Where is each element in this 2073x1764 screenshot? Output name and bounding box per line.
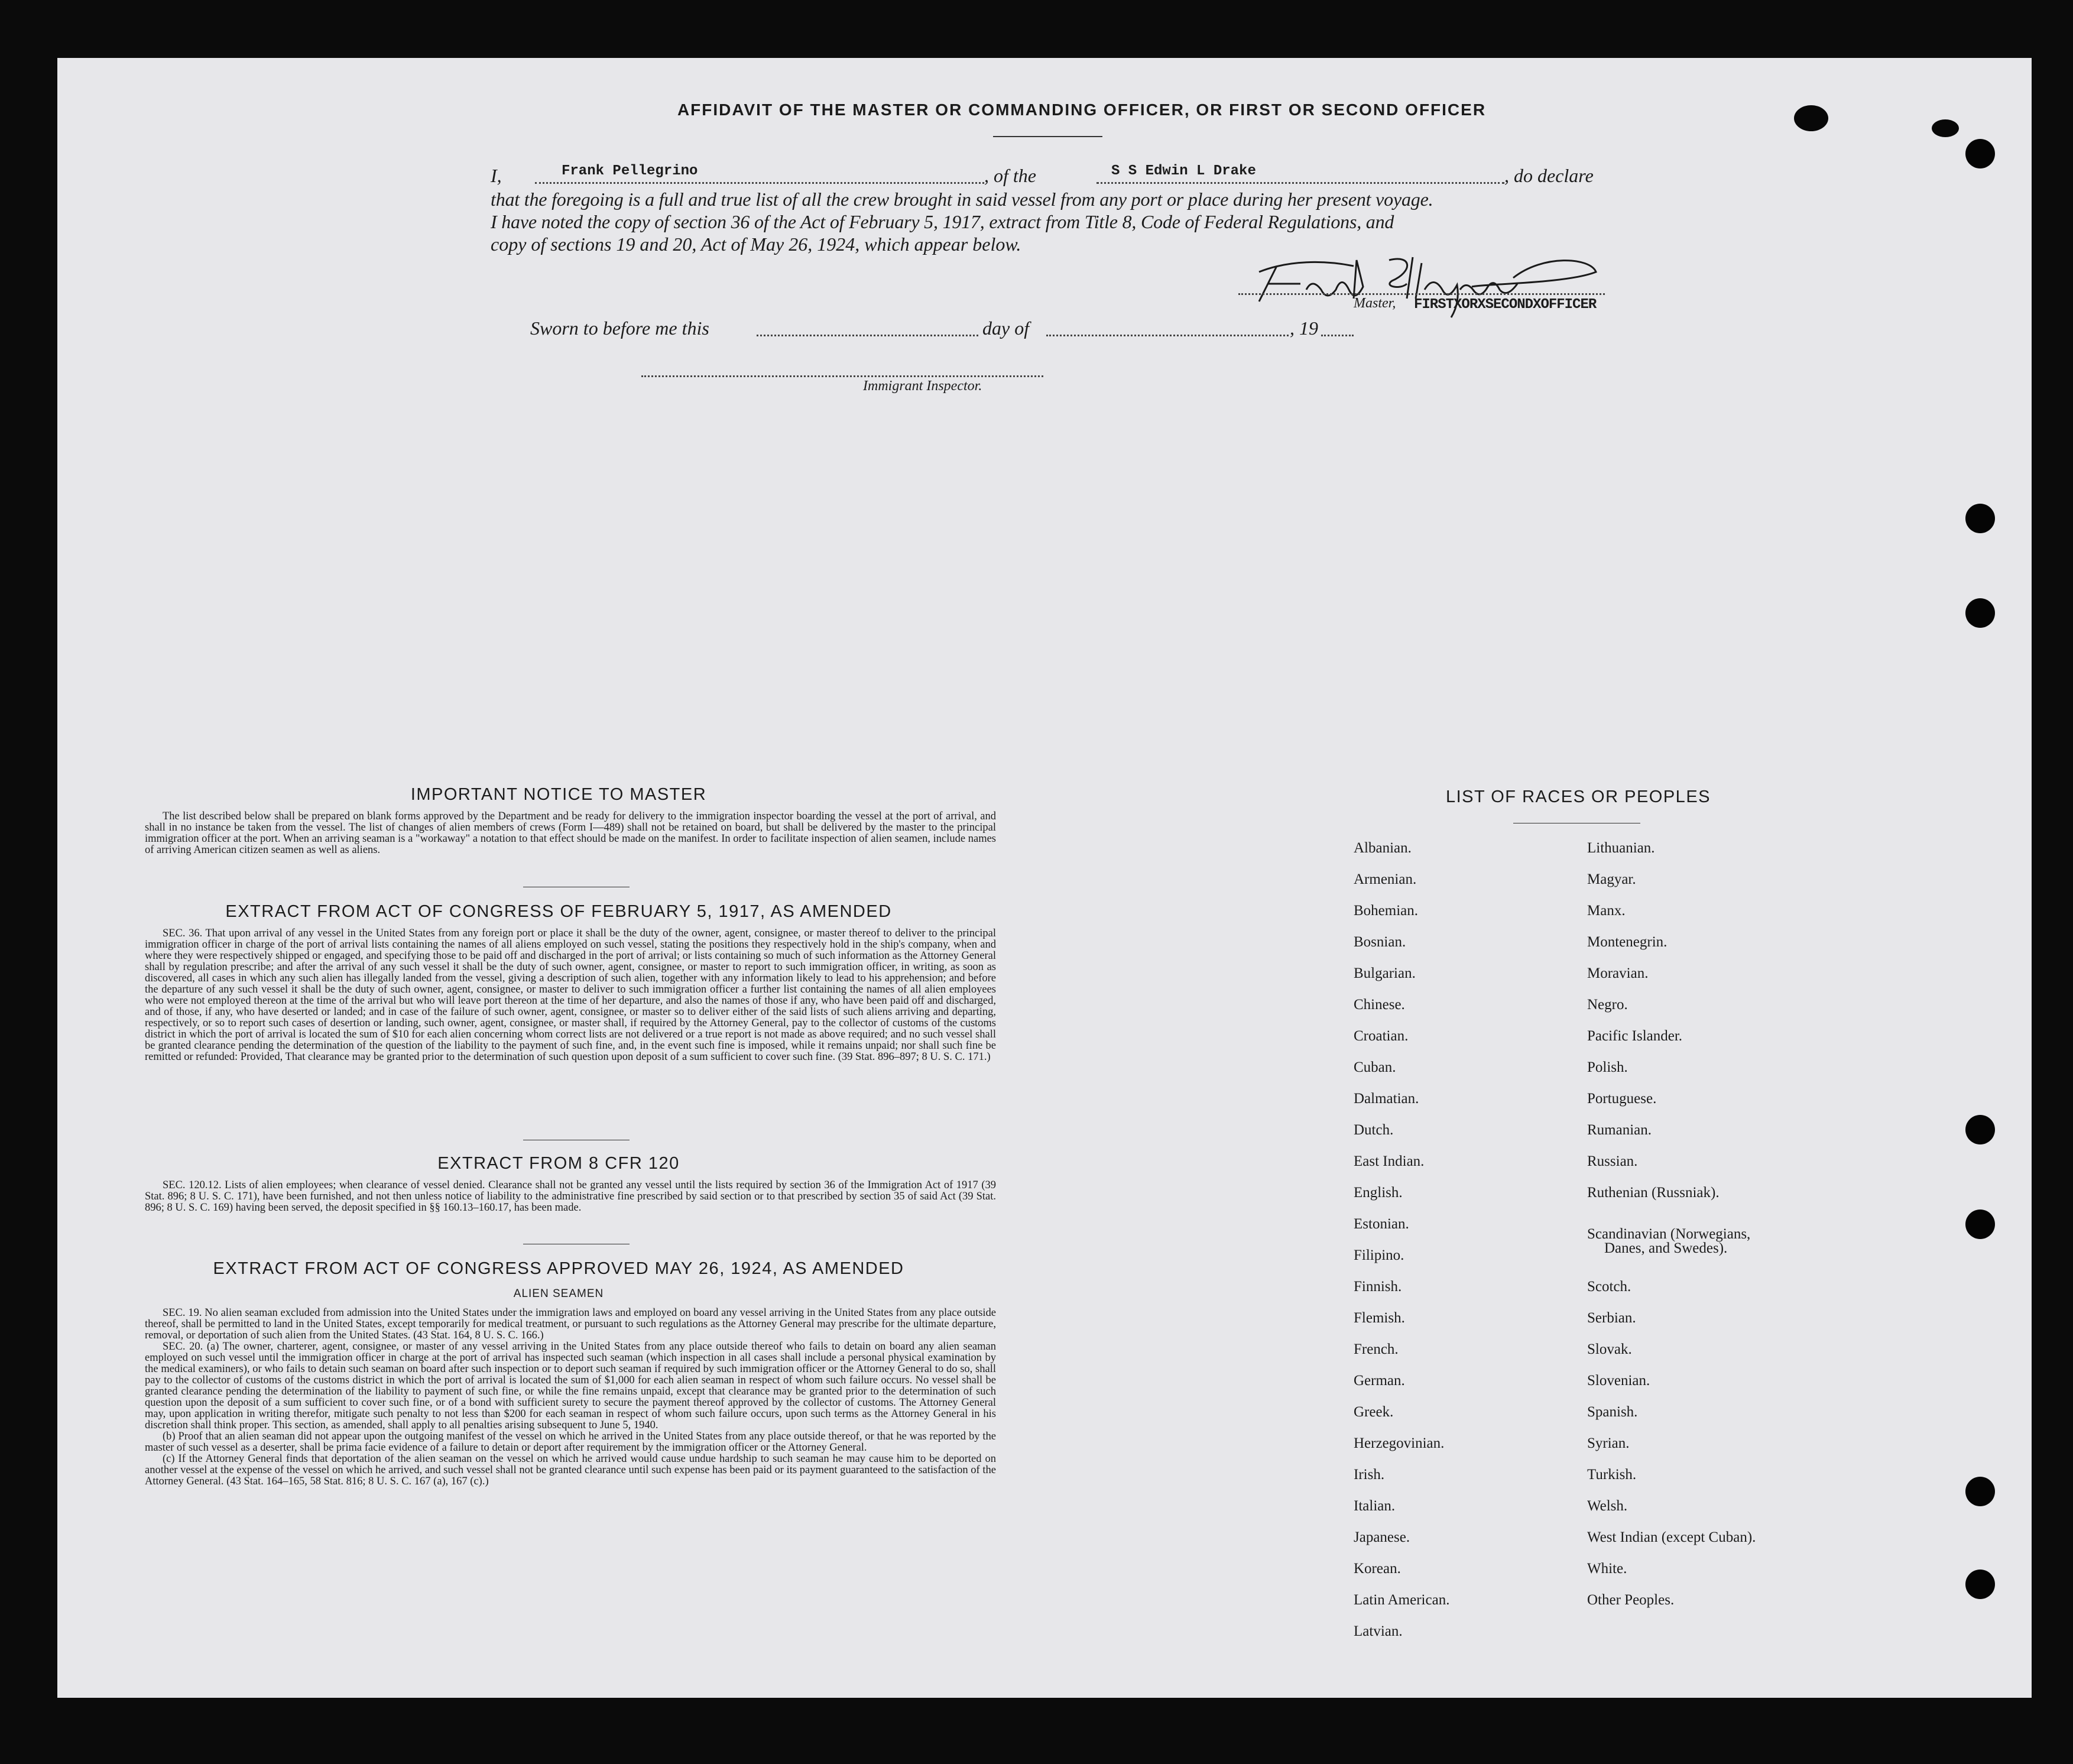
extract-1924-text	[145, 1308, 996, 1487]
race-left: East Indian.	[1354, 1153, 1425, 1169]
race-right: Polish.	[1587, 1059, 1628, 1075]
race-right: Ruthenian (Russniak).	[1587, 1185, 1720, 1201]
sec-20b-paragraph: (b) Proof that an alien seaman did not appear upon the outgoing manifest of the vessel on which he arrived in the United States from any place outside thereof, or that he was reported by the master of such vessel as a deserter, shall be prima facie evidence of a failure to detain or deport after requirement by the immigration officer or the Attorney General.	[145, 1431, 996, 1454]
extract-1917-text	[145, 928, 996, 1063]
race-right: Slovak.	[1587, 1341, 1632, 1357]
year-label: , 19	[1290, 317, 1318, 339]
punch-hole	[1965, 139, 1995, 168]
master-label: Master,	[1354, 296, 1396, 311]
notice-title: IMPORTANT NOTICE TO MASTER	[410, 785, 707, 804]
race-left: Cuban.	[1354, 1059, 1396, 1075]
race-right: Slovenian.	[1587, 1373, 1650, 1389]
affidavit-line-4: copy of sections 19 and 20, Act of May 26, 1924, which appear below.	[491, 234, 1021, 255]
races-title: LIST OF RACES OR PEOPLES	[1445, 787, 1711, 806]
race-left: Flemish.	[1354, 1310, 1405, 1326]
race-right: Lithuanian.	[1587, 840, 1655, 856]
race-left: Croatian.	[1354, 1028, 1409, 1044]
race-right: Other Peoples.	[1587, 1592, 1675, 1608]
race-left: Bohemian.	[1354, 903, 1419, 919]
punch-hole	[1965, 504, 1995, 533]
race-right: Russian.	[1587, 1153, 1638, 1169]
race-right: Portuguese.	[1587, 1091, 1657, 1107]
notice-paragraph: The list described below shall be prepared on blank forms approved by the Department and be ready for delivery to the immigration inspector boarding the vessel at the port of arrival, and shall in no instance be taken from the vessel. The list of changes of alien members of crews (Form I—489) shall not be retained on board, but shall be delivered by the master to the principal immigration officer at the port. When an arriving seaman is a "workaway" a notation to that effect should be made on the manifest. In order to facilitate inspection of alien seamen, include names of arriving American citizen seamen as well as aliens.	[145, 810, 996, 856]
race-left: Armenian.	[1354, 871, 1417, 887]
punch-hole	[1965, 1115, 1995, 1144]
race-right: Manx.	[1587, 903, 1626, 919]
do-declare-label: , do declare	[1504, 165, 1594, 186]
ink-blot	[1794, 105, 1828, 131]
punch-hole	[1965, 1209, 1995, 1239]
sworn-label: Sworn to before me this	[530, 317, 709, 339]
race-left: Bosnian.	[1354, 934, 1406, 950]
punch-hole	[1965, 1570, 1995, 1599]
race-left: Dalmatian.	[1354, 1091, 1419, 1107]
race-right: Serbian.	[1587, 1310, 1636, 1326]
race-left: Greek.	[1354, 1404, 1394, 1420]
sec-20c-paragraph: (c) If the Attorney General finds that deportation of the alien seaman on the vessel on which he arrived would cause undue hardship to such seaman he may cause him to be deported on another vessel at the expense of the vessel on which he arrived, and such vessel shall not be granted clearance until such expense has been paid or its payment guaranteed to the satisfaction of the Attorney General. (43 Stat. 164–165, 58 Stat. 816; 8 U. S. C. 167 (a), 167 (c).)	[145, 1453, 996, 1487]
race-left: Korean.	[1354, 1561, 1401, 1577]
race-left: French.	[1354, 1341, 1399, 1357]
race-left: German.	[1354, 1373, 1405, 1389]
race-right: Negro.	[1587, 997, 1628, 1013]
sworn-day-dots	[757, 335, 978, 336]
race-left: Filipino.	[1354, 1247, 1404, 1263]
race-right: Pacific Islander.	[1587, 1028, 1683, 1044]
sec-19-paragraph: SEC. 19. No alien seaman excluded from admission into the United States under the immigration laws and employed on board any vessel arriving in the United States from any place outside thereof, shall be permitted to land in the United States, except temporarily for medical treatment, or pursuant to such regulations as the Attorney General may prescribe for the ultimate departure, removal, or deportation of such alien from the United States. (43 Stat. 164, 8 U. S. C. 166.)	[145, 1307, 996, 1341]
day-of-label: day of	[982, 317, 1030, 339]
race-right: Scandinavian (Norwegians,	[1587, 1226, 1751, 1242]
inspector-label: Immigrant Inspector.	[863, 378, 982, 394]
affidavit-title: AFFIDAVIT OF THE MASTER OR COMMANDING OFFICER, OR FIRST OR SECOND OFFICER	[677, 100, 1487, 119]
notice-text	[145, 811, 996, 856]
race-right: Danes, and Swedes).	[1604, 1240, 1728, 1256]
of-the-label: , of the	[984, 165, 1036, 186]
race-right: Welsh.	[1587, 1498, 1628, 1514]
extract-cfr-title: EXTRACT FROM 8 CFR 120	[437, 1154, 680, 1173]
year-dots	[1321, 335, 1354, 336]
race-left: Herzegovinian.	[1354, 1435, 1445, 1451]
punch-hole	[1965, 1477, 1995, 1506]
race-left: Dutch.	[1354, 1122, 1394, 1138]
sec-20a-paragraph: SEC. 20. (a) The owner, charterer, agent, consignee, or master of any vessel arriving in the United States from any place outside thereof who fails to detain on board any alien seaman employed on such vessel until the immigration officer in charge at the port of arrival has inspected such seaman (which inspection in all cases shall include a personal physical examination by the medical examiners), or who fails to detain such seaman on board after such inspection or to deport such seaman if required by such immigration officer or the Attorney General to do so, shall pay to the collector of customs of the customs district in which the port of arrival is located the sum of $1,000 for each alien seaman in respect of whom such failure occurs. No vessel shall be granted clearance pending the determination of the liability to payment of such fine, or while the fine remains unpaid, except that clearance may be granted prior to the determination of such question upon the deposit of a sum sufficient to cover such fine, or of a bond with sufficient surety to secure the payment thereof approved by the collector of customs. The Attorney General may, upon application in writing therefor, mitigate such penalty to not less than $200 for each seaman in respect of whom such failure occurs, upon such terms as the Attorney General in his discretion shall think proper. This section, as amended, shall apply to all penalties arising subsequent to June 5, 1940.	[145, 1341, 996, 1431]
punch-hole	[1965, 598, 1995, 628]
race-right: West Indian (except Cuban).	[1587, 1529, 1756, 1545]
race-left: Bulgarian.	[1354, 965, 1416, 981]
struck-officer-text: FIRSTXORXSECONDXOFFICER	[1414, 297, 1597, 313]
master-name-field[interactable]: Frank Pellegrino	[562, 163, 698, 179]
sec-36-paragraph: SEC. 36. That upon arrival of any vessel in the United States from any foreign port or place it shall be the duty of the owner, agent, consignee, or master thereof to deliver to the principal immigration officer in charge of the port of arrival lists containing the names of all aliens employed on such vessel, stating the positions they respectively hold in the ship's company, when and where they were respectively shipped or engaged, and specifying those to be paid off and discharged in the port of arrival; or lists containing so much of such information as the Attorney General shall by regulation prescribe; and after the arrival of any such vessel it shall be the duty of such owner, agent, consignee, or master to report to such immigration officer, in writing, as soon as discovered, all cases in which any such alien has illegally landed from the vessel, giving a description of such alien, together with any information likely to lead to his apprehension; and before the departure of any such vessel it shall be the duty of such owner, agent, consignee, or master to deliver to such immigration officer a further list containing the names of all alien employees who were not employed thereon at the time of the arrival but who will leave port thereon at the time of her departure, and also the names of those if any, who have been paid off and discharged, and of those, if any, who have deserted or landed; and in case of the failure of such owner, agent, consignee, or master so to deliver either of the said lists of such aliens arriving and departing, respectively, or so to report such cases of desertion or landing, such owner, agent, consignee, or master shall, if required by the Attorney General, pay to the collector of customs of the customs district in which the port of arrival is located the sum of $10 for each alien concerning whom correct lists are not delivered or a true report is not made as above required; and no such vessel shall be granted clearance pending the determination of the question of the liability to the payment of such fine, and, in the event such fine is imposed, while it remains unpaid; nor shall such fine be remitted or refunded: Provided, That clearance may be granted prior to the determination of such question upon deposit of a sum sufficient to cover such fine. (39 Stat. 896–897; 8 U. S. C. 171.)	[145, 928, 996, 1063]
race-left: English.	[1354, 1185, 1403, 1201]
race-left: Japanese.	[1354, 1529, 1410, 1545]
race-left: Albanian.	[1354, 840, 1412, 856]
race-left: Chinese.	[1354, 997, 1405, 1013]
i-label: I,	[491, 165, 502, 186]
vessel-dots	[1096, 182, 1504, 184]
title-rule	[993, 136, 1102, 137]
affidavit-line-1	[491, 164, 502, 187]
race-right: Magyar.	[1587, 871, 1636, 887]
name-dots	[535, 182, 984, 184]
extract-1917-title: EXTRACT FROM ACT OF CONGRESS OF FEBRUARY 5, 1917, AS AMENDED	[225, 902, 892, 921]
inspector-dots	[641, 375, 1043, 377]
extract-cfr-text	[145, 1180, 996, 1214]
race-right: Spanish.	[1587, 1404, 1638, 1420]
race-left: Latvian.	[1354, 1623, 1403, 1639]
race-left: Italian.	[1354, 1498, 1396, 1514]
signature-dots	[1238, 293, 1605, 295]
ink-blot	[1932, 119, 1959, 137]
race-right: White.	[1587, 1561, 1627, 1577]
sec-120-paragraph: SEC. 120.12. Lists of alien employees; when clearance of vessel denied. Clearance shall not be granted any vessel until the lists required by section 36 of the Immigration Act of 1917 (39 Stat. 896; 8 U. S. C. 171), have been furnished, and not then unless notice of liability to the administrative fine prescribed by said section or to that prescribed by section 35 of said Act (39 Stat. 896; 8 U. S. C. 169) having been served, the deposit specified in §§ 160.13–160.17, has been made.	[145, 1179, 996, 1214]
sworn-month-dots	[1046, 335, 1289, 336]
race-left: Finnish.	[1354, 1279, 1402, 1295]
race-right: Scotch.	[1587, 1279, 1631, 1295]
race-left: Irish.	[1354, 1467, 1385, 1483]
affidavit-line-2: that the foregoing is a full and true list of all the crew brought in said vessel from any port or place during her present voyage.	[491, 189, 1433, 210]
race-right: Turkish.	[1587, 1467, 1637, 1483]
alien-seamen-subtitle: ALIEN SEAMEN	[513, 1288, 604, 1300]
extract-1924-title: EXTRACT FROM ACT OF CONGRESS APPROVED MAY 26, 1924, AS AMENDED	[213, 1259, 904, 1278]
race-right: Syrian.	[1587, 1435, 1630, 1451]
race-left: Estonian.	[1354, 1216, 1409, 1232]
race-right: Montenegrin.	[1587, 934, 1668, 950]
master-signature	[1235, 248, 1602, 325]
affidavit-line-3: I have noted the copy of section 36 of the Act of February 5, 1917, extract from Title 8, Code of Federal Regulations, and	[491, 211, 1394, 232]
vessel-name-field[interactable]: S S Edwin L Drake	[1111, 163, 1256, 179]
race-right: Rumanian.	[1587, 1122, 1652, 1138]
race-right: Moravian.	[1587, 965, 1649, 981]
race-left: Latin American.	[1354, 1592, 1450, 1608]
